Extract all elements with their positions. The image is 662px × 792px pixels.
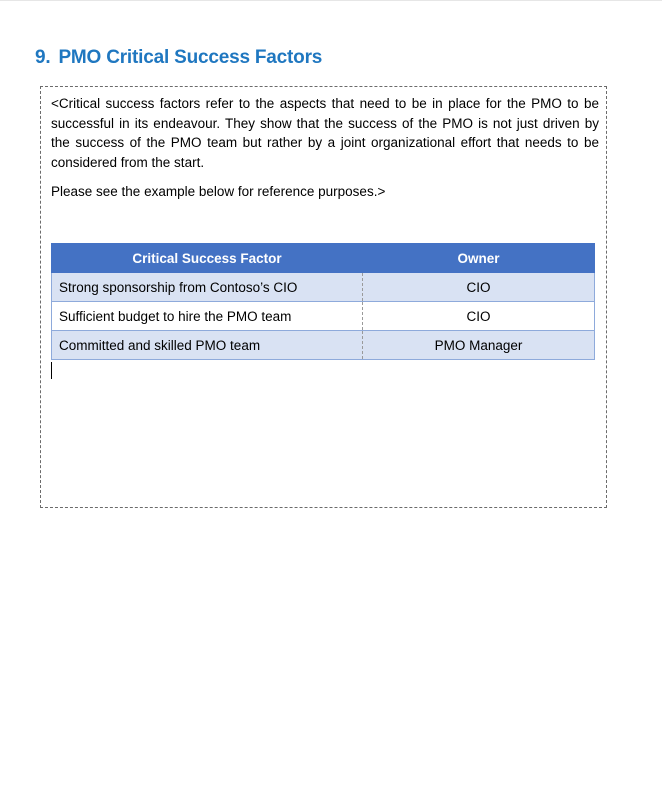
owner-cell[interactable]: PMO Manager [363,331,595,360]
text-cursor [51,362,52,379]
section-title: PMO Critical Success Factors [58,47,323,68]
content-control-box[interactable] [40,86,607,508]
page-top-divider [0,0,662,1]
section-number: 9. [35,47,51,68]
header-critical-success-factor[interactable]: Critical Success Factor [52,244,363,273]
table-row [52,331,595,360]
factor-cell[interactable]: Strong sponsorship from Contoso’s CIO [52,273,363,302]
critical-success-factors-table [51,243,595,360]
table-row [52,302,595,331]
factor-cell[interactable]: Committed and skilled PMO team [52,331,363,360]
table-header-row [52,244,595,273]
section-heading [35,47,322,69]
owner-cell[interactable]: CIO [363,302,595,331]
body-paragraph-intro[interactable]: <Critical success factors refer to the aspects that need to be in place for the PMO to be successful in its endeavour. They show that the success of the PMO is not just driven by the success of the PMO team but rather by a joint organizational effort that needs to be considered from the start. [51,96,599,170]
factor-cell[interactable]: Sufficient budget to hire the PMO team [52,302,363,331]
header-owner[interactable]: Owner [363,244,595,273]
owner-cell[interactable]: CIO [363,273,595,302]
body-paragraph-reference[interactable]: Please see the example below for reference purposes.> [51,184,386,199]
table-row [52,273,595,302]
